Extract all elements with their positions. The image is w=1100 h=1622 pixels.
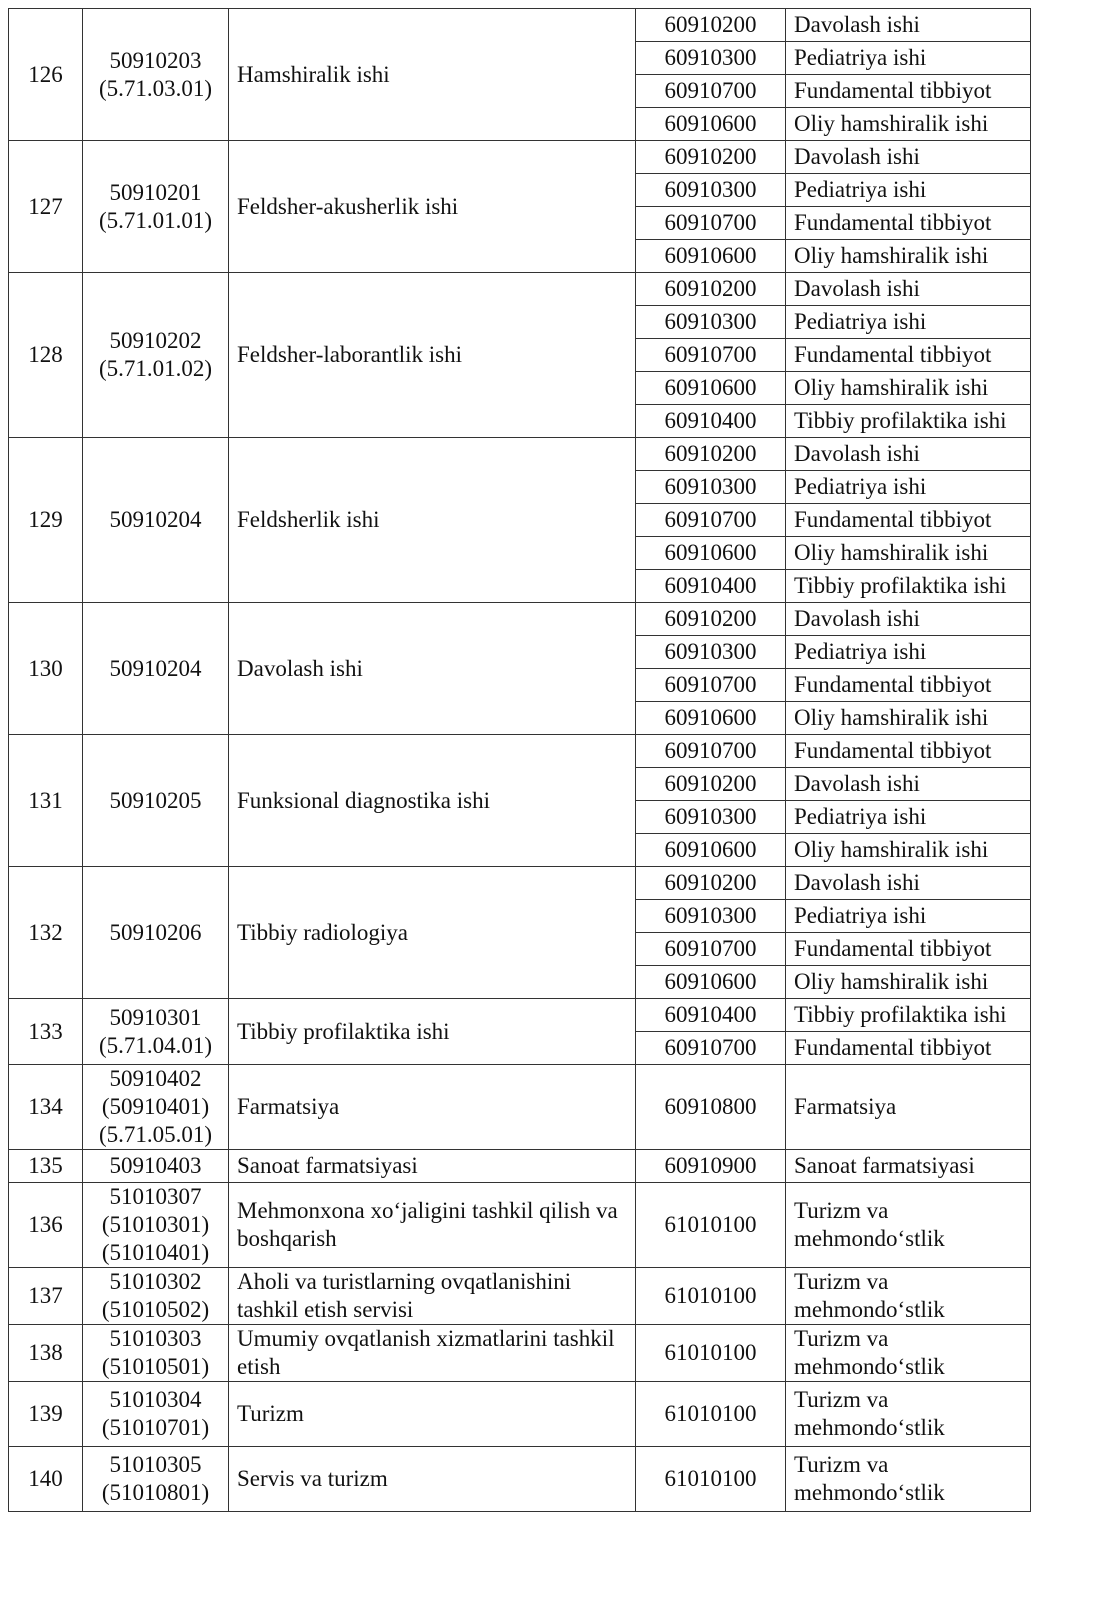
row-number: 134	[9, 1065, 83, 1150]
specialty-name: Aholi va turistlarning ovqatlanishini tashkil etish servisi	[229, 1268, 636, 1325]
target-name: Oliy hamshiralik ishi	[786, 108, 1031, 141]
target-code: 60910700	[636, 207, 786, 240]
target-code: 61010100	[636, 1325, 786, 1382]
target-name: Fundamental tibbiyot	[786, 1032, 1031, 1065]
row-number: 133	[9, 999, 83, 1065]
specialty-name: Davolash ishi	[229, 603, 636, 735]
target-code: 60910700	[636, 75, 786, 108]
target-name: Sanoat farmatsiyasi	[786, 1150, 1031, 1183]
target-name: Pediatriya ishi	[786, 900, 1031, 933]
row-number: 129	[9, 438, 83, 603]
row-number: 132	[9, 867, 83, 999]
target-name: Davolash ishi	[786, 867, 1031, 900]
row-number: 138	[9, 1325, 83, 1382]
specialty-name: Feldsherlik ishi	[229, 438, 636, 603]
row-number: 139	[9, 1382, 83, 1447]
target-code: 60910300	[636, 306, 786, 339]
target-code: 60910200	[636, 141, 786, 174]
target-name: Pediatriya ishi	[786, 471, 1031, 504]
target-name: Tibbiy profilaktika ishi	[786, 405, 1031, 438]
table-row	[9, 1183, 1031, 1268]
target-code: 61010100	[636, 1268, 786, 1325]
target-code: 60910600	[636, 537, 786, 570]
table-row	[9, 438, 1031, 471]
specialty-code: 50910201 (5.71.01.01)	[83, 141, 229, 273]
table-row	[9, 1065, 1031, 1150]
target-code: 61010100	[636, 1447, 786, 1512]
target-name: Oliy hamshiralik ishi	[786, 372, 1031, 405]
row-number: 136	[9, 1183, 83, 1268]
target-name: Fundamental tibbiyot	[786, 339, 1031, 372]
specialty-code: 51010302 (51010502)	[83, 1268, 229, 1325]
table-row	[9, 9, 1031, 42]
specialty-code: 50910403	[83, 1150, 229, 1183]
table-row	[9, 141, 1031, 174]
target-name: Pediatriya ishi	[786, 636, 1031, 669]
target-code: 60910200	[636, 603, 786, 636]
target-name: Fundamental tibbiyot	[786, 207, 1031, 240]
row-number: 126	[9, 9, 83, 141]
target-code: 60910200	[636, 867, 786, 900]
specialty-name: Funksional diagnostika ishi	[229, 735, 636, 867]
row-number: 135	[9, 1150, 83, 1183]
target-code: 60910200	[636, 438, 786, 471]
specialty-name: Servis va turizm	[229, 1447, 636, 1512]
target-name: Oliy hamshiralik ishi	[786, 834, 1031, 867]
target-name: Davolash ishi	[786, 603, 1031, 636]
row-number: 137	[9, 1268, 83, 1325]
specialty-name: Feldsher-akusherlik ishi	[229, 141, 636, 273]
target-name: Turizm va mehmondo‘stlik	[786, 1382, 1031, 1447]
target-name: Fundamental tibbiyot	[786, 735, 1031, 768]
specialty-code: 50910205	[83, 735, 229, 867]
specialty-code: 51010304 (51010701)	[83, 1382, 229, 1447]
specialty-name: Turizm	[229, 1382, 636, 1447]
specialty-code: 51010305 (51010801)	[83, 1447, 229, 1512]
specialty-name: Mehmonxona xo‘jaligini tashkil qilish va boshqarish	[229, 1183, 636, 1268]
target-name: Davolash ishi	[786, 9, 1031, 42]
target-code: 60910300	[636, 42, 786, 75]
specialty-name: Tibbiy radiologiya	[229, 867, 636, 999]
table-row	[9, 1447, 1031, 1512]
table-row	[9, 1382, 1031, 1447]
specialty-name: Farmatsiya	[229, 1065, 636, 1150]
specialty-table	[8, 8, 1031, 1512]
target-code: 60910800	[636, 1065, 786, 1150]
specialty-code: 50910204	[83, 603, 229, 735]
target-code: 60910300	[636, 471, 786, 504]
table-row	[9, 1268, 1031, 1325]
target-name: Farmatsiya	[786, 1065, 1031, 1150]
target-code: 60910600	[636, 372, 786, 405]
target-name: Turizm va mehmondo‘stlik	[786, 1183, 1031, 1268]
target-code: 60910700	[636, 504, 786, 537]
target-name: Davolash ishi	[786, 768, 1031, 801]
target-code: 60910600	[636, 108, 786, 141]
row-number: 128	[9, 273, 83, 438]
target-name: Oliy hamshiralik ishi	[786, 240, 1031, 273]
target-code: 60910700	[636, 735, 786, 768]
specialty-code: 51010303 (51010501)	[83, 1325, 229, 1382]
target-name: Fundamental tibbiyot	[786, 504, 1031, 537]
table-row	[9, 1325, 1031, 1382]
target-code: 61010100	[636, 1183, 786, 1268]
table-body	[9, 9, 1031, 1512]
target-code: 61010100	[636, 1382, 786, 1447]
specialty-name: Umumiy ovqatlanish xizmatlarini tashkil etish	[229, 1325, 636, 1382]
table-row	[9, 603, 1031, 636]
target-name: Fundamental tibbiyot	[786, 75, 1031, 108]
target-name: Turizm va mehmondo‘stlik	[786, 1268, 1031, 1325]
specialty-code: 51010307 (51010301) (51010401)	[83, 1183, 229, 1268]
target-code: 60910300	[636, 801, 786, 834]
target-name: Davolash ishi	[786, 273, 1031, 306]
target-name: Turizm va mehmondo‘stlik	[786, 1325, 1031, 1382]
target-code: 60910400	[636, 570, 786, 603]
target-name: Pediatriya ishi	[786, 174, 1031, 207]
target-name: Fundamental tibbiyot	[786, 669, 1031, 702]
target-name: Pediatriya ishi	[786, 306, 1031, 339]
target-name: Davolash ishi	[786, 438, 1031, 471]
specialty-name: Hamshiralik ishi	[229, 9, 636, 141]
target-code: 60910200	[636, 273, 786, 306]
target-code: 60910400	[636, 999, 786, 1032]
table-row	[9, 273, 1031, 306]
specialty-code: 50910301 (5.71.04.01)	[83, 999, 229, 1065]
row-number: 130	[9, 603, 83, 735]
target-code: 60910900	[636, 1150, 786, 1183]
target-code: 60910700	[636, 669, 786, 702]
target-name: Pediatriya ishi	[786, 42, 1031, 75]
target-code: 60910700	[636, 339, 786, 372]
row-number: 127	[9, 141, 83, 273]
table-row	[9, 867, 1031, 900]
table-row	[9, 999, 1031, 1032]
table-row	[9, 735, 1031, 768]
table-row	[9, 1150, 1031, 1183]
target-name: Turizm va mehmondo‘stlik	[786, 1447, 1031, 1512]
specialty-code: 50910203 (5.71.03.01)	[83, 9, 229, 141]
target-code: 60910600	[636, 240, 786, 273]
target-name: Oliy hamshiralik ishi	[786, 702, 1031, 735]
target-name: Tibbiy profilaktika ishi	[786, 999, 1031, 1032]
target-code: 60910300	[636, 900, 786, 933]
specialty-code: 50910204	[83, 438, 229, 603]
target-name: Tibbiy profilaktika ishi	[786, 570, 1031, 603]
target-name: Fundamental tibbiyot	[786, 933, 1031, 966]
target-code: 60910600	[636, 834, 786, 867]
target-name: Pediatriya ishi	[786, 801, 1031, 834]
specialty-name: Feldsher-laborantlik ishi	[229, 273, 636, 438]
specialty-name: Sanoat farmatsiyasi	[229, 1150, 636, 1183]
row-number: 140	[9, 1447, 83, 1512]
target-code: 60910200	[636, 9, 786, 42]
row-number: 131	[9, 735, 83, 867]
specialty-code: 50910206	[83, 867, 229, 999]
target-code: 60910700	[636, 933, 786, 966]
specialty-code: 50910202 (5.71.01.02)	[83, 273, 229, 438]
target-code: 60910400	[636, 405, 786, 438]
target-code: 60910300	[636, 174, 786, 207]
target-name: Oliy hamshiralik ishi	[786, 537, 1031, 570]
specialty-name: Tibbiy profilaktika ishi	[229, 999, 636, 1065]
target-code: 60910300	[636, 636, 786, 669]
target-code: 60910200	[636, 768, 786, 801]
target-code: 60910600	[636, 966, 786, 999]
specialty-code: 50910402 (50910401) (5.71.05.01)	[83, 1065, 229, 1150]
target-code: 60910600	[636, 702, 786, 735]
target-name: Davolash ishi	[786, 141, 1031, 174]
target-code: 60910700	[636, 1032, 786, 1065]
target-name: Oliy hamshiralik ishi	[786, 966, 1031, 999]
